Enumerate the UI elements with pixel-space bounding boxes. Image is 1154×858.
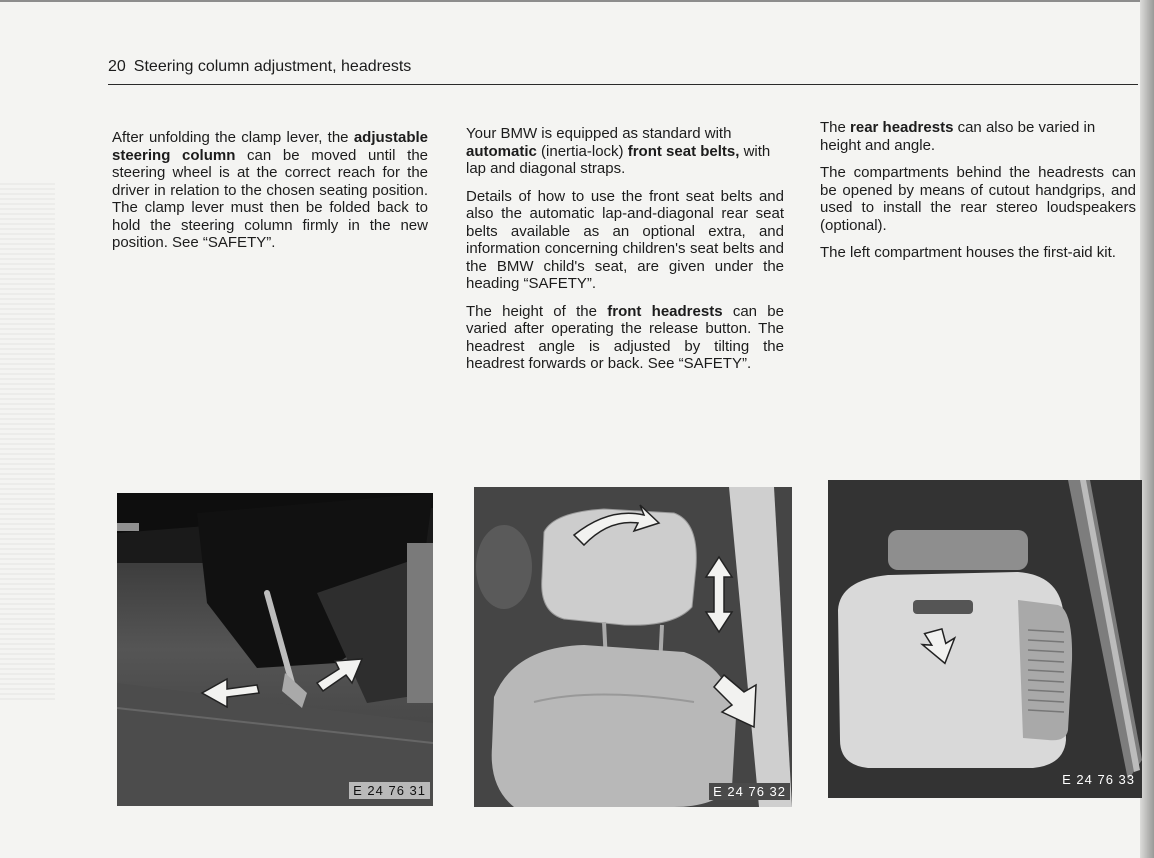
bold-term: rear headrests — [850, 119, 954, 136]
text-run: can be varied after operating the release button. The headrest angle is adjusted by tilting the headrest forwards or back. See “SAFETY”. — [466, 302, 784, 372]
front-headrest-illustration — [474, 487, 792, 807]
figure-code: E 24 76 33 — [1062, 772, 1135, 787]
text-run: After unfolding the clamp lever, the — [112, 129, 354, 146]
text-run: (inertia-lock) — [536, 142, 628, 160]
compartments-paragraph: The compartments behind the headrests can be opened by means of cutout handgrips, and used to install the rear stereo loudspeakers (optional). — [820, 164, 1136, 234]
text-column-3 — [820, 119, 1136, 272]
front-headrest-photo — [474, 487, 792, 807]
bold-term: front headrests — [607, 302, 723, 320]
first-aid-paragraph: The left compartment houses the first-aid kit. — [820, 244, 1116, 261]
text-run: can be moved until the steering wheel is at the correct reach for the driver in relation to the chosen seating position. The clamp lever must then be folded back to hold the steering column firmly in the new position. See “SAFETY”. — [112, 146, 428, 251]
seat-belt-details-paragraph: Details of how to use the front seat belts and also the automatic lap-and-diagonal rear seat belts available as an optional extra, and information concerning children's seat belts and the BMW child's seat, are given under the heading “SAFETY”. — [466, 187, 784, 292]
text-column-1 — [112, 129, 428, 262]
page-number: 20 — [108, 58, 126, 75]
rear-headrests-paragraph — [820, 119, 1136, 154]
text-run: can also be varied in height and angle. — [820, 119, 1096, 154]
bold-term: front seat belts, — [627, 142, 740, 160]
rear-headrest-photo — [828, 480, 1142, 798]
front-headrests-paragraph — [466, 303, 784, 373]
page-right-edge — [1140, 0, 1154, 858]
text-run: The height of the — [466, 302, 608, 320]
steering-column-paragraph — [112, 129, 428, 252]
page-top-edge — [0, 0, 1154, 2]
text-run: The — [820, 119, 851, 136]
rear-compartment-illustration — [828, 480, 1142, 798]
page-title: Steering column adjustment, headrests — [133, 58, 412, 75]
figure-code: E 24 76 31 — [349, 782, 430, 799]
seat-belts-paragraph — [466, 125, 784, 178]
bold-term: automatic — [466, 142, 537, 160]
bold-term: adjustable steering column — [112, 129, 428, 164]
text-run: with lap and diagonal straps. — [466, 142, 771, 177]
steering-column-photo — [117, 493, 433, 806]
text-column-2 — [466, 125, 784, 383]
figure-code: E 24 76 32 — [709, 783, 790, 800]
text-run: Your BMW is equipped as standard with — [466, 125, 732, 142]
page-binding-shadow — [0, 180, 55, 700]
page-header — [108, 55, 1138, 85]
steering-column-illustration — [117, 493, 433, 806]
